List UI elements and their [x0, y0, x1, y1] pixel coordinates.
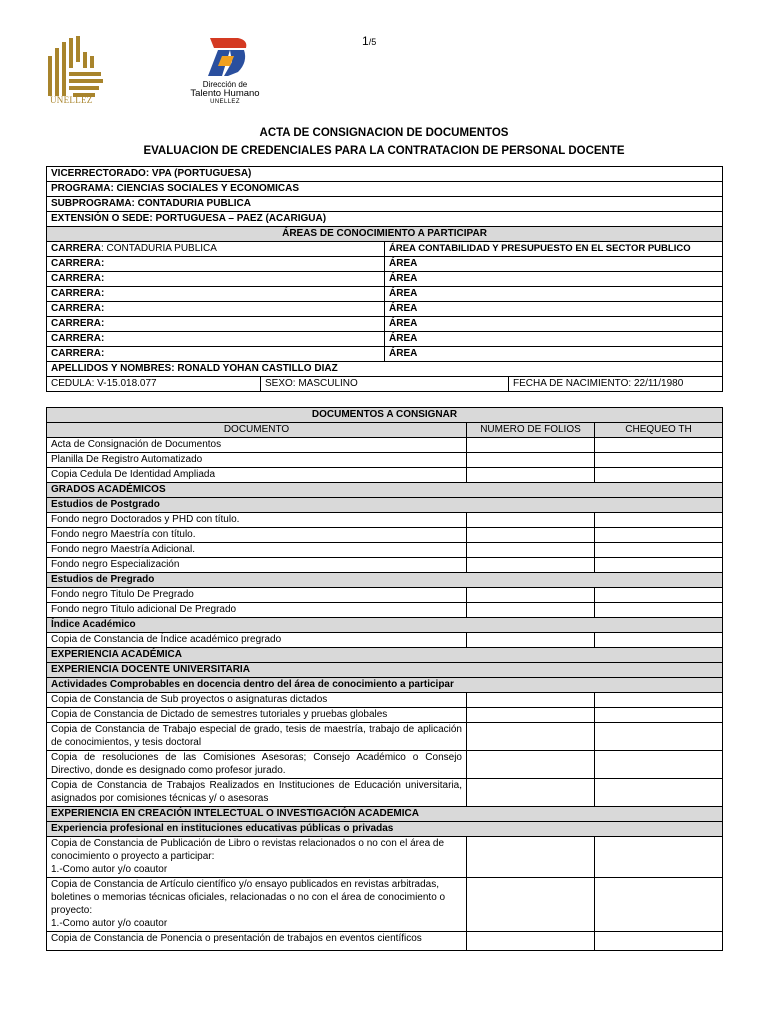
document-label: Fondo negro Maestría Adicional. [47, 543, 467, 558]
documents-header: DOCUMENTOS A CONSIGNAR [47, 408, 723, 423]
section-grados: GRADOS ACADÉMICOS [47, 483, 723, 498]
carrera-row [47, 347, 723, 362]
area-field: ÁREA [385, 317, 723, 332]
section-pregrado: Estudios de Pregrado [47, 573, 723, 588]
vicerrectorado-field: VICERRECTORADO: VPA (PORTUGUESA) [47, 167, 723, 182]
table-row [47, 708, 723, 723]
section-experiencia-docente: EXPERIENCIA DOCENTE UNIVERSITARIA [47, 663, 723, 678]
table-row [47, 603, 723, 618]
carrera-row [47, 257, 723, 272]
table-row [47, 528, 723, 543]
document-label: Copia de Constancia de Dictado de semestres tutoriales y pruebas globales [47, 708, 467, 723]
table-row [47, 932, 723, 951]
table-row [47, 453, 723, 468]
logo-unellez-small-text: UNELLEZ [210, 99, 240, 105]
carrera-row [47, 272, 723, 287]
document-label: Copia de Constancia de Índice académico pregrado [47, 633, 467, 648]
carrera-field: CARRERA: CONTADURIA PUBLICA [47, 242, 385, 257]
carrera-row [47, 287, 723, 302]
table-row [47, 723, 723, 751]
document-label: Copia de Constancia de Sub proyectos o asignaturas dictados [47, 693, 467, 708]
folios-cell[interactable] [467, 543, 595, 558]
document-label: Acta de Consignación de Documentos [47, 438, 467, 453]
table-row [47, 693, 723, 708]
personal-data-row [47, 377, 723, 392]
logo-talento-text: Talento Humano [190, 88, 260, 99]
area-field: ÁREA CONTABILIDAD Y PRESUPUESTO EN EL SECTOR PUBLICO [385, 242, 723, 257]
table-row [47, 633, 723, 648]
folios-cell[interactable] [467, 453, 595, 468]
logo-direccion-text: Dirección de [202, 80, 248, 89]
area-field: ÁREA [385, 257, 723, 272]
carrera-field: CARRERA: [47, 332, 385, 347]
document-label: Planilla De Registro Automatizado [47, 453, 467, 468]
table-row [47, 558, 723, 573]
chequeo-cell[interactable] [595, 438, 723, 453]
folios-cell[interactable] [467, 837, 595, 878]
folios-cell[interactable] [467, 751, 595, 779]
talento-humano-logo-icon [200, 36, 250, 80]
table-row [47, 751, 723, 779]
document-label: Copia de resoluciones de las Comisiones Asesoras; Consejo Académico o Consejo Directivo, donde es designado como profesor jurado. [47, 751, 467, 779]
column-folios: NUMERO DE FOLIOS [467, 423, 595, 438]
table-row [47, 513, 723, 528]
table-row [47, 837, 723, 878]
folios-cell[interactable] [467, 438, 595, 453]
chequeo-cell[interactable] [595, 751, 723, 779]
carrera-row [47, 332, 723, 347]
folios-cell[interactable] [467, 603, 595, 618]
documents-column-headers [47, 423, 723, 438]
carrera-row [47, 302, 723, 317]
document-label [47, 878, 467, 932]
chequeo-cell[interactable] [595, 633, 723, 648]
chequeo-cell[interactable] [595, 513, 723, 528]
chequeo-cell[interactable] [595, 603, 723, 618]
chequeo-cell[interactable] [595, 453, 723, 468]
page-number [362, 34, 376, 48]
folios-cell[interactable] [467, 468, 595, 483]
section-experiencia-academica: EXPERIENCIA ACADÉMICA [47, 648, 723, 663]
document-title: ACTA DE CONSIGNACION DE DOCUMENTOS [259, 127, 509, 139]
carrera-row [47, 242, 723, 257]
chequeo-cell[interactable] [595, 779, 723, 807]
section-experiencia-profesional: Experiencia profesional en instituciones educativas públicas o privadas [47, 822, 723, 837]
chequeo-cell[interactable] [595, 558, 723, 573]
document-subtitle: EVALUACION DE CREDENCIALES PARA LA CONTRATACION DE PERSONAL DOCENTE [143, 145, 625, 157]
area-field: ÁREA [385, 272, 723, 287]
section-postgrado: Estudios de Postgrado [47, 498, 723, 513]
area-field: ÁREA [385, 347, 723, 362]
table-row [47, 779, 723, 807]
info-table [46, 166, 723, 392]
table-row [47, 468, 723, 483]
column-documento: DOCUMENTO [47, 423, 467, 438]
cedula-field: CEDULA: V-15.018.077 [47, 377, 261, 392]
section-actividades: Actividades Comprobables en docencia dentro del área de conocimiento a participar [47, 678, 723, 693]
area-field: ÁREA [385, 302, 723, 317]
folios-cell[interactable] [467, 779, 595, 807]
folios-cell[interactable] [467, 693, 595, 708]
carrera-field: CARRERA: [47, 287, 385, 302]
table-row [47, 878, 723, 932]
apellidos-field: APELLIDOS Y NOMBRES: RONALD YOHAN CASTILLO DIAZ [47, 362, 723, 377]
chequeo-cell[interactable] [595, 932, 723, 951]
column-chequeo: CHEQUEO TH [595, 423, 723, 438]
folios-cell[interactable] [467, 723, 595, 751]
carrera-field: CARRERA: [47, 302, 385, 317]
document-label: Fondo negro Doctorados y PHD con título. [47, 513, 467, 528]
folios-cell[interactable] [467, 878, 595, 932]
document-label: Fondo negro Maestría con título. [47, 528, 467, 543]
chequeo-cell[interactable] [595, 528, 723, 543]
page-number-total: /5 [368, 37, 377, 47]
chequeo-cell[interactable] [595, 693, 723, 708]
document-label: Copia de Constancia de Trabajos Realizados en Instituciones de Educación universitaria, asignados por comisiones técnicas y/ o asesoras [47, 779, 467, 807]
carrera-field: CARRERA: [47, 272, 385, 287]
document-label: Fondo negro Titulo De Pregrado [47, 588, 467, 603]
table-row [47, 543, 723, 558]
section-indice: Índice Académico [47, 618, 723, 633]
fecha-nacimiento-field: FECHA DE NACIMIENTO: 22/11/1980 [509, 377, 723, 392]
folios-cell[interactable] [467, 558, 595, 573]
chequeo-cell[interactable] [595, 468, 723, 483]
areas-header: ÁREAS DE CONOCIMIENTO A PARTICIPAR [47, 227, 723, 242]
document-label-text: Copia de Constancia de Artículo científico y/o ensayo publicados en revistas arbitradas, boletines o memorias técnicas oficiales, relacionadas o no con el área de conocimiento o proyecto: [51, 879, 446, 916]
chequeo-cell[interactable] [595, 543, 723, 558]
chequeo-cell[interactable] [595, 723, 723, 751]
carrera-row [47, 317, 723, 332]
page-number-main: 1 [362, 34, 369, 48]
unellez-logo-text: UNELLEZ [50, 95, 93, 105]
subprograma-field: SUBPROGRAMA: CONTADURIA PUBLICA [47, 197, 723, 212]
carrera-field: CARRERA: [47, 257, 385, 272]
table-row [47, 438, 723, 453]
document-label: Fondo negro Especialización [47, 558, 467, 573]
table-row [47, 588, 723, 603]
programa-field: PROGRAMA: CIENCIAS SOCIALES Y ECONOMICAS [47, 182, 723, 197]
folios-cell[interactable] [467, 528, 595, 543]
folios-cell[interactable] [467, 708, 595, 723]
sexo-field: SEXO: MASCULINO [261, 377, 509, 392]
chequeo-cell[interactable] [595, 708, 723, 723]
chequeo-cell[interactable] [595, 837, 723, 878]
section-creacion-intelectual: EXPERIENCIA EN CREACIÓN INTELECTUAL O INVESTIGACIÓN ACADEMICA [47, 807, 723, 822]
folios-cell[interactable] [467, 513, 595, 528]
folios-cell[interactable] [467, 932, 595, 951]
document-label: Fondo negro Titulo adicional De Pregrado [47, 603, 467, 618]
document-label: Copia de Constancia de Ponencia o presentación de trabajos en eventos científicos [47, 932, 467, 951]
chequeo-cell[interactable] [595, 878, 723, 932]
document-label-subtext: 1.-Como autor y/o coautor [51, 918, 168, 929]
document-label [47, 837, 467, 878]
documents-table [46, 407, 723, 951]
talento-humano-logo-text [182, 80, 268, 107]
area-field: ÁREA [385, 287, 723, 302]
chequeo-cell[interactable] [595, 588, 723, 603]
extension-field: EXTENSIÓN O SEDE: PORTUGUESA – PAEZ (ACARIGUA) [47, 212, 723, 227]
document-label: Copia de Constancia de Trabajo especial de grado, tesis de maestría, trabajo de aplicación de conocimientos, y tesis doctoral [47, 723, 467, 751]
folios-cell[interactable] [467, 588, 595, 603]
document-label: Copia Cedula De Identidad Ampliada [47, 468, 467, 483]
document-label-text: Copia de Constancia de Publicación de Libro o revistas relacionados o no con el área de conocimiento o proyecto a participar: [51, 838, 445, 862]
document-label-subtext: 1.-Como autor y/o coautor [51, 864, 168, 875]
carrera-field: CARRERA: [47, 317, 385, 332]
folios-cell[interactable] [467, 633, 595, 648]
area-field: ÁREA [385, 332, 723, 347]
carrera-field: CARRERA: [47, 347, 385, 362]
